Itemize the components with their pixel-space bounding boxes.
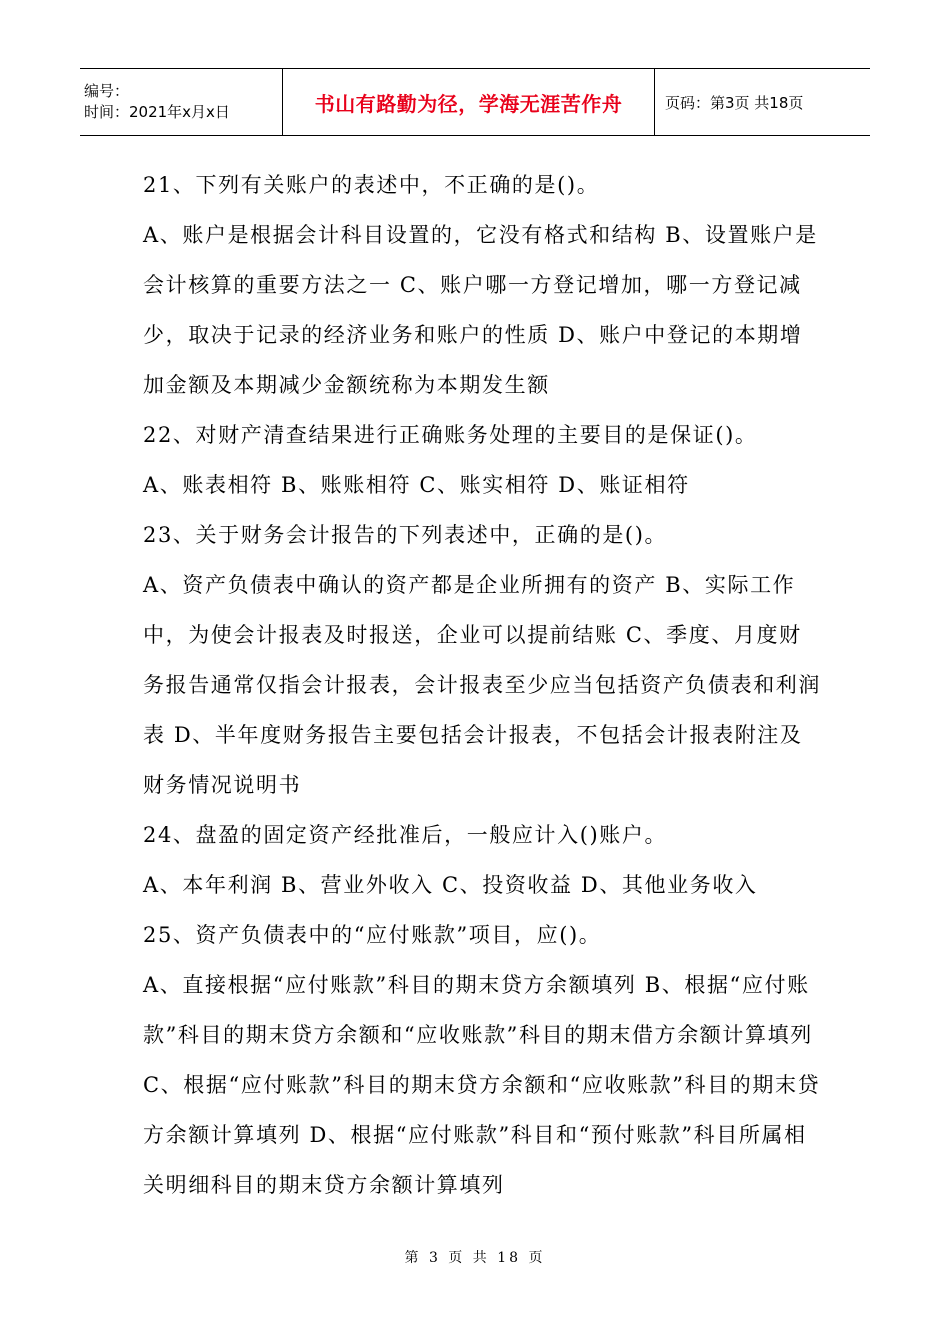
page-code-text: 页码：第3页 共18页 xyxy=(665,93,804,112)
time-label: 时间：2021年x月x日 xyxy=(84,103,230,121)
question-21-options: A、账户是根据会计科目设置的，它没有格式和结构 B、设置账户是会计核算的重要方法之一 C、账户哪一方登记增加，哪一方登记减少，取决于记录的经济业务和账户的性质 D、账户中登记的本期增加金额及本期减少金额统称为本期发生额 xyxy=(143,223,818,397)
question-21: 21、下列有关账户的表述中，不正确的是()。 xyxy=(143,173,600,197)
document-body xyxy=(143,160,823,1210)
page-header xyxy=(80,68,870,136)
header-meta xyxy=(80,69,283,135)
number-label: 编号： xyxy=(84,82,130,100)
question-25: 25、资产负债表中的“应付账款”项目，应()。 xyxy=(143,923,602,947)
question-23-options: A、资产负债表中确认的资产都是企业所拥有的资产 B、实际工作中，为使会计报表及时报送，企业可以提前结账 C、季度、月度财务报告通常仅指会计报表，会计报表至少应当包括资产负债表和利润表 D、半年度财务报告主要包括会计报表，不包括会计报表附注及财务情况说明书 xyxy=(143,573,821,797)
motto-text: 书山有路勤为径，学海无涯苦作舟 xyxy=(314,91,623,116)
header-page-code xyxy=(655,69,870,135)
question-23: 23、关于财务会计报告的下列表述中，正确的是()。 xyxy=(143,523,668,547)
question-22: 22、对财产清查结果进行正确账务处理的主要目的是保证()。 xyxy=(143,423,758,447)
question-24: 24、盘盈的固定资产经批准后，一般应计入()账户。 xyxy=(143,823,668,847)
question-25-options: A、直接根据“应付账款”科目的期末贷方余额填列 B、根据“应付账款”科目的期末贷方余额和“应收账款”科目的期末借方余额计算填列 C、根据“应付账款”科目的期末贷方余额和“应收账款”科目的期末贷方余额计算填列 D、根据“应付账款”科目和“预付账款”科目所属相关明细科目的期末贷方余额计算填列 xyxy=(143,973,821,1197)
header-motto xyxy=(283,69,655,135)
question-24-options: A、本年利润 B、营业外收入 C、投资收益 D、其他业务收入 xyxy=(143,873,758,897)
question-22-options: A、账表相符 B、账账相符 C、账实相符 D、账证相符 xyxy=(143,473,690,497)
page-footer: 第 3 页 共 18 页 xyxy=(404,1250,546,1266)
